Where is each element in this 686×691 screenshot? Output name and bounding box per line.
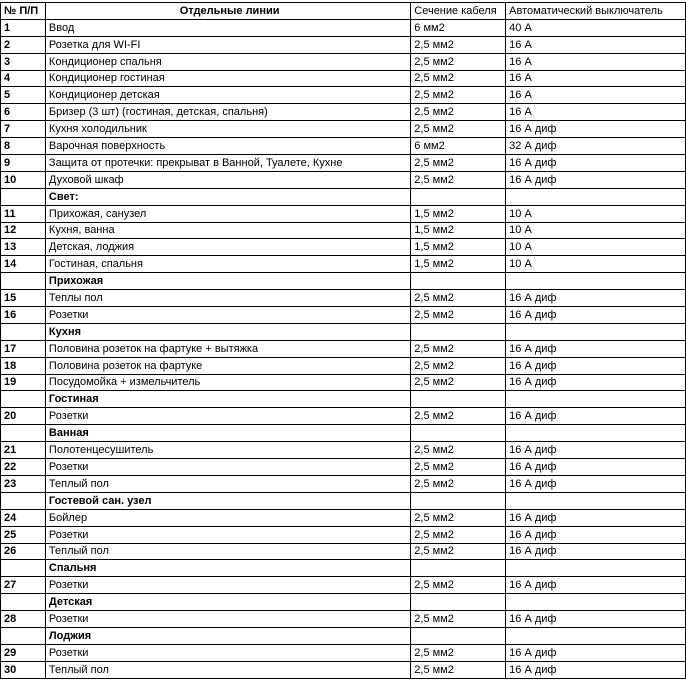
cell-breaker: 16 А: [506, 36, 686, 53]
cell-num: 2: [1, 36, 46, 53]
cell-cable: 2,5 мм2: [411, 104, 506, 121]
cell-num: 29: [1, 644, 46, 661]
table-row: [1, 239, 686, 256]
cell-cable: 2,5 мм2: [411, 611, 506, 628]
cell-cable: 2,5 мм2: [411, 543, 506, 560]
cell-num: [1, 273, 46, 290]
cell-line-name: Прихожая, санузел: [45, 205, 410, 222]
section-row: [1, 492, 686, 509]
cell-line-name: Теплый пол: [45, 661, 410, 678]
cell-line-name: Кондиционер гостиная: [45, 70, 410, 87]
cell-cable: [411, 425, 506, 442]
cell-num: 10: [1, 171, 46, 188]
cell-line-name: Кухня: [45, 323, 410, 340]
cell-line-name: Ванная: [45, 425, 410, 442]
cell-num: [1, 560, 46, 577]
cell-cable: 2,5 мм2: [411, 442, 506, 459]
cell-cable: 1,5 мм2: [411, 205, 506, 222]
section-row: [1, 391, 686, 408]
cell-num: 4: [1, 70, 46, 87]
table-row: [1, 36, 686, 53]
cell-line-name: Прихожая: [45, 273, 410, 290]
cell-breaker: 16 А диф: [506, 543, 686, 560]
cell-cable: 2,5 мм2: [411, 53, 506, 70]
cell-num: 25: [1, 526, 46, 543]
cell-line-name: Половина розеток на фартуке: [45, 357, 410, 374]
table-row: [1, 374, 686, 391]
table-row: [1, 661, 686, 678]
cell-breaker: [506, 273, 686, 290]
cell-num: 23: [1, 475, 46, 492]
cell-num: 13: [1, 239, 46, 256]
section-row: [1, 627, 686, 644]
cell-breaker: 16 А диф: [506, 611, 686, 628]
cell-num: 28: [1, 611, 46, 628]
table-row: [1, 475, 686, 492]
cell-cable: [411, 594, 506, 611]
cell-line-name: Духовой шкаф: [45, 171, 410, 188]
cell-cable: 2,5 мм2: [411, 644, 506, 661]
cell-line-name: Розетки: [45, 577, 410, 594]
cell-line-name: Лоджия: [45, 627, 410, 644]
cell-line-name: Розетки: [45, 307, 410, 324]
cell-cable: [411, 323, 506, 340]
cell-cable: [411, 492, 506, 509]
table-row: [1, 121, 686, 138]
cell-breaker: 16 А: [506, 53, 686, 70]
cell-line-name: Ввод: [45, 19, 410, 36]
cell-num: 26: [1, 543, 46, 560]
table-row: [1, 155, 686, 172]
section-row: [1, 425, 686, 442]
table-row: [1, 526, 686, 543]
cell-cable: 6 мм2: [411, 138, 506, 155]
cell-breaker: 16 А: [506, 104, 686, 121]
cell-breaker: [506, 627, 686, 644]
section-row: [1, 273, 686, 290]
cell-num: 9: [1, 155, 46, 172]
cell-line-name: Кухня, ванна: [45, 222, 410, 239]
table-row: [1, 509, 686, 526]
section-row: [1, 560, 686, 577]
table-row: [1, 171, 686, 188]
cell-breaker: 16 А диф: [506, 475, 686, 492]
cell-line-name: Бризер (3 шт) (гостиная, детская, спальня): [45, 104, 410, 121]
cell-cable: 2,5 мм2: [411, 577, 506, 594]
cell-num: [1, 425, 46, 442]
cell-breaker: [506, 425, 686, 442]
cell-num: 17: [1, 340, 46, 357]
cell-num: 24: [1, 509, 46, 526]
cell-cable: 2,5 мм2: [411, 459, 506, 476]
table-row: [1, 459, 686, 476]
cell-breaker: 16 А диф: [506, 577, 686, 594]
cell-breaker: 16 А диф: [506, 307, 686, 324]
table-row: [1, 53, 686, 70]
cell-breaker: 16 А диф: [506, 661, 686, 678]
cell-cable: 2,5 мм2: [411, 155, 506, 172]
cell-cable: 2,5 мм2: [411, 171, 506, 188]
cell-breaker: 16 А диф: [506, 357, 686, 374]
header-line: Отдельные линии: [45, 3, 410, 20]
cell-cable: 2,5 мм2: [411, 357, 506, 374]
table-row: [1, 104, 686, 121]
table-row: [1, 205, 686, 222]
cell-cable: 2,5 мм2: [411, 661, 506, 678]
cell-line-name: Теплы пол: [45, 290, 410, 307]
table-row: [1, 611, 686, 628]
cell-line-name: Теплый пол: [45, 475, 410, 492]
cell-cable: 2,5 мм2: [411, 36, 506, 53]
cell-cable: [411, 560, 506, 577]
table-row: [1, 644, 686, 661]
cell-line-name: Розетки: [45, 408, 410, 425]
cell-line-name: Розетки: [45, 526, 410, 543]
cell-breaker: [506, 492, 686, 509]
cell-num: 6: [1, 104, 46, 121]
cell-breaker: 16 А диф: [506, 442, 686, 459]
cell-num: 7: [1, 121, 46, 138]
cell-cable: [411, 273, 506, 290]
cell-breaker: 32 А диф: [506, 138, 686, 155]
table-row: [1, 138, 686, 155]
table-row: [1, 222, 686, 239]
cell-line-name: Розетки: [45, 611, 410, 628]
cell-num: 15: [1, 290, 46, 307]
cell-num: 20: [1, 408, 46, 425]
cell-cable: 2,5 мм2: [411, 374, 506, 391]
table-row: [1, 290, 686, 307]
cell-line-name: Кухня холодильник: [45, 121, 410, 138]
cell-num: 16: [1, 307, 46, 324]
cell-num: 19: [1, 374, 46, 391]
cell-line-name: Гостиная, спальня: [45, 256, 410, 273]
cell-cable: 1,5 мм2: [411, 239, 506, 256]
cell-num: 3: [1, 53, 46, 70]
cell-line-name: Свет:: [45, 188, 410, 205]
cell-breaker: 10 А: [506, 256, 686, 273]
cell-num: 12: [1, 222, 46, 239]
table-row: [1, 543, 686, 560]
table-row: [1, 307, 686, 324]
cell-breaker: 16 А диф: [506, 526, 686, 543]
table-row: [1, 256, 686, 273]
cell-cable: [411, 391, 506, 408]
cell-cable: 2,5 мм2: [411, 121, 506, 138]
cell-line-name: Спальня: [45, 560, 410, 577]
cell-line-name: Кондиционер детская: [45, 87, 410, 104]
cell-breaker: [506, 560, 686, 577]
cell-cable: [411, 188, 506, 205]
cell-breaker: 16 А: [506, 87, 686, 104]
section-row: [1, 323, 686, 340]
cell-line-name: Теплый пол: [45, 543, 410, 560]
cell-breaker: 16 А диф: [506, 374, 686, 391]
cell-breaker: 16 А: [506, 70, 686, 87]
section-row: [1, 594, 686, 611]
header-row: [1, 3, 686, 20]
cell-cable: 6 мм2: [411, 19, 506, 36]
cell-line-name: Детская, лоджия: [45, 239, 410, 256]
cell-line-name: Половина розеток на фартуке + вытяжка: [45, 340, 410, 357]
cell-breaker: 16 А диф: [506, 509, 686, 526]
cell-breaker: 40 А: [506, 19, 686, 36]
table-row: [1, 408, 686, 425]
cell-num: 14: [1, 256, 46, 273]
cell-cable: 2,5 мм2: [411, 70, 506, 87]
cell-breaker: 16 А диф: [506, 155, 686, 172]
cell-breaker: [506, 391, 686, 408]
wiring-table: [0, 2, 686, 679]
table-body: [1, 19, 686, 678]
cell-num: 1: [1, 19, 46, 36]
cell-num: [1, 627, 46, 644]
table-row: [1, 442, 686, 459]
cell-line-name: Гостиная: [45, 391, 410, 408]
cell-line-name: Варочная поверхность: [45, 138, 410, 155]
table-row: [1, 70, 686, 87]
table-row: [1, 357, 686, 374]
cell-cable: [411, 627, 506, 644]
cell-num: [1, 391, 46, 408]
cell-line-name: Полотенцесушитель: [45, 442, 410, 459]
cell-breaker: 16 А диф: [506, 408, 686, 425]
cell-breaker: 16 А диф: [506, 340, 686, 357]
cell-breaker: 16 А диф: [506, 171, 686, 188]
cell-cable: 1,5 мм2: [411, 222, 506, 239]
header-num: № П/П: [1, 3, 46, 20]
cell-breaker: 16 А диф: [506, 644, 686, 661]
cell-num: [1, 188, 46, 205]
cell-cable: 2,5 мм2: [411, 340, 506, 357]
table-row: [1, 87, 686, 104]
cell-cable: 2,5 мм2: [411, 509, 506, 526]
table-row: [1, 19, 686, 36]
cell-num: 27: [1, 577, 46, 594]
cell-num: 22: [1, 459, 46, 476]
cell-breaker: 10 А: [506, 222, 686, 239]
cell-breaker: 16 А диф: [506, 290, 686, 307]
cell-line-name: Розетки: [45, 459, 410, 476]
table-row: [1, 577, 686, 594]
cell-line-name: Гостевой сан. узел: [45, 492, 410, 509]
cell-breaker: 16 А диф: [506, 121, 686, 138]
cell-line-name: Розетка для WI-FI: [45, 36, 410, 53]
header-breaker: Автоматический выключатель: [506, 3, 686, 20]
cell-line-name: Розетки: [45, 644, 410, 661]
cell-cable: 2,5 мм2: [411, 307, 506, 324]
cell-breaker: 10 А: [506, 205, 686, 222]
cell-cable: 2,5 мм2: [411, 290, 506, 307]
cell-breaker: [506, 188, 686, 205]
table-row: [1, 340, 686, 357]
cell-num: 5: [1, 87, 46, 104]
cell-num: 11: [1, 205, 46, 222]
cell-num: 18: [1, 357, 46, 374]
section-row: [1, 188, 686, 205]
cell-line-name: Бойлер: [45, 509, 410, 526]
cell-cable: 2,5 мм2: [411, 87, 506, 104]
cell-num: 30: [1, 661, 46, 678]
cell-cable: 2,5 мм2: [411, 408, 506, 425]
cell-num: 21: [1, 442, 46, 459]
cell-line-name: Кондиционер спальня: [45, 53, 410, 70]
cell-breaker: 16 А диф: [506, 459, 686, 476]
cell-num: [1, 492, 46, 509]
cell-breaker: 10 А: [506, 239, 686, 256]
cell-cable: 2,5 мм2: [411, 475, 506, 492]
cell-cable: 1,5 мм2: [411, 256, 506, 273]
cell-line-name: Защита от протечки: прекрыват в Ванной, Туалете, Кухне: [45, 155, 410, 172]
cell-num: [1, 323, 46, 340]
cell-cable: 2,5 мм2: [411, 526, 506, 543]
header-cable: Сечение кабеля: [411, 3, 506, 20]
cell-breaker: [506, 594, 686, 611]
cell-num: [1, 594, 46, 611]
cell-line-name: Посудомойка + измельчитель: [45, 374, 410, 391]
cell-num: 8: [1, 138, 46, 155]
cell-line-name: Детская: [45, 594, 410, 611]
cell-breaker: [506, 323, 686, 340]
